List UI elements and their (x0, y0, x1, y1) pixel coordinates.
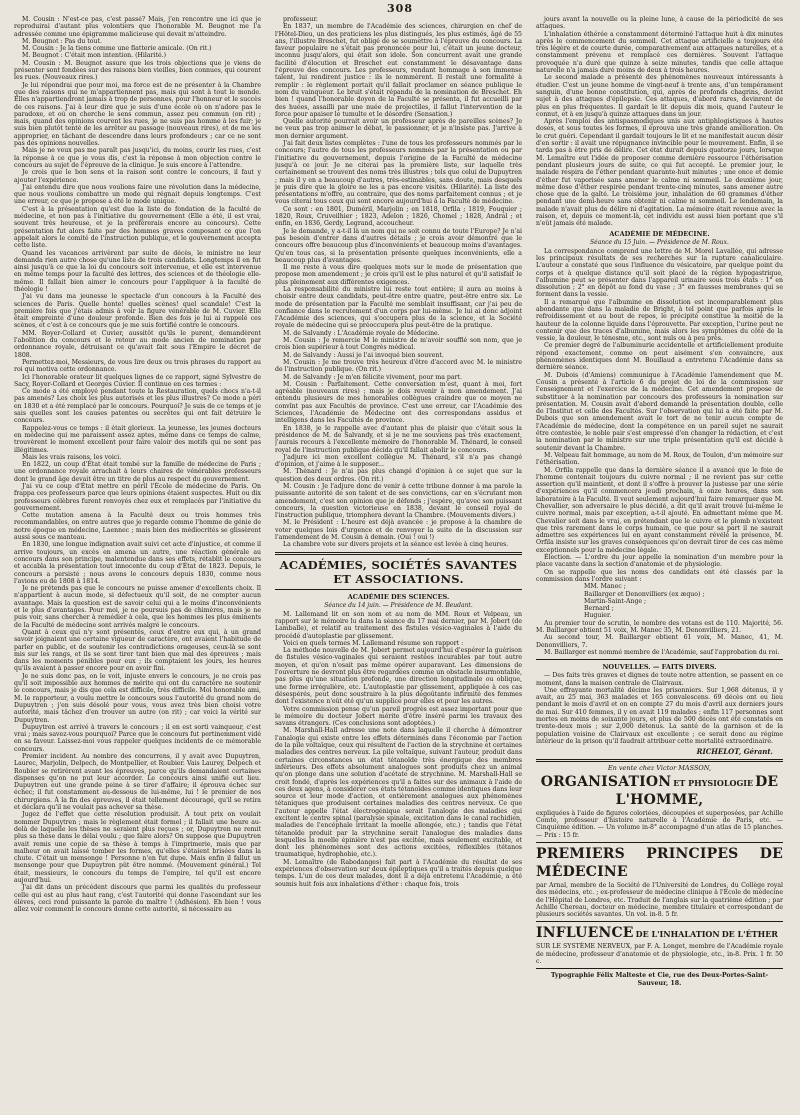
paragraph: jours avant la nouvelle ou la pleine lune, à cause de la périodicité de ses attaques. (536, 16, 783, 31)
paragraph: M. de Salvandy : Aussi je l'ai invoqué bien souvent. (283, 351, 444, 359)
candidate-item: Martin-Saint-Ange ; (584, 597, 647, 605)
paragraph: M. Marshall-Hall adresse une note dans laquelle il cherche à démontrer l'analogie qui existe entre les effets déterminés dans l'économie par l'action de la pile voltaïque, ceux qui résultent de l'action de la strychnine et certaines maladies des centres nerveux. La pile voltaïque, suivant l'auteur, produit dans certaines circonstances un état tétanoïde très énergique des membres inférieurs. Des effets absolument analogues sont produits chez un animal qu'on plonge dans une solution d'acétate de strychnine. M. Marshall-Hall se croit fondé, d'après les expériences qu'il a faites sur des animaux à l'aide de ces deux agens, à considérer ces états tétanoïdes comme identiques dans leur source et leur mode d'action, et entièrement analogues aux phénomènes tétaniques que produisent certaines maladies des centres nerveux. Ce que l'auteur appelle l'état électrogénique serait l'analogie des maladies qui excitent le centre spinal (paralysie spinale, excitation dans le canal rachidien, maladies de l'encéphale irritant la moelle allongée, etc.) ; tandis que l'état tétanoïde produit par la strychnine serait l'analogue des maladies dans lesquelles la moelle épinière n'est pas excitée, mais seulement excitable, et dont les phénomènes sont des actions excitées, réflexibles (tétanos traumatique, hydrophobie, etc.). (275, 727, 522, 859)
paragraph: M. Cousin : Je la tiens comme une flatterie amicale. (On rit.) (22, 45, 212, 53)
paragraph: Quant à ceux qui n'y sont présentés, ceux d'entre eux qui, à un grand savoir joignaient une certaine vigueur de caractère, ont avaient l'habitude de parler en public, et de soutenir les contradictions orageuses, ceux-là se sont mis sur les rangs, et ils se sont tirer tant bien que mal des épreuves ; mais dans les moments pénibles pour eux ; ils comptaient les jours, les heures qu'ils avaient à passer encore pour en avoir fini. (14, 628, 261, 673)
paragraph: M. Cousin : Je remercie M le ministre de m'avoir soufflé son nom, que je crois bien supérieur à tout Congrès médical. (275, 337, 522, 352)
ad3-title-c: DE L'ÉTHER (721, 929, 778, 940)
ad-organisation (536, 774, 783, 839)
paragraph: M. Cousin : Parfaitement. Cette conversation m'est, quant à moi, fort agréable (nouveaux rires) ; mais je dois revenir à mon amendement. J'ai entendu plusieurs de mes honorables collègues craindre que ce moyen ne convînt pas aux Facultés de province. C'est une erreur, car l'Académie des Sciences, l'Académie de Médecine ont des correspondans assidus et intelligens dans les Facultés de province. (275, 380, 522, 425)
paragraph: Je ne prétends pas que le concours ne puisse amener d'excellents choix. Il n'appartient à aucun mode, si défectueux qu'il soit, de ne compter aucun avantage. Mais la question est de savoir celui qui a le moins d'inconvénients et le plus d'avantages. Pour moi, je ne poursuis pas de chimères, mais je ne puis voir, sans chercher à remédier à cela, que les hommes les plus éminents de la Faculté de médecine sont arrivés malgré le concours. (14, 585, 261, 629)
paragraph: M. Cousin : Je l'adjure donc de venir à cette tribune donner à ma parole la puissante autorité de son talent et de ses convictions, car en s'écrutant mon amendement, c'est son opinion que je défends ; j'espère, qu'avec son puissant concours, la question victorieuse en 1838, devant le conseil royal de l'instruction publique, triomphera devant la Chambre. (Mouvements divers.) (275, 483, 522, 520)
paragraph: La méthode nouvelle de M. Jobert permet aujourd'hui d'espérer la guérison de fistules vésico-vaginales qui seraient restées incurables par tout autre moyen, et qu'on n'osait pas même opérer auparavant. Les dimensions de l'ouverture ne devront plus être regardées comme un obstacle insurmontable, pas plus qu'une situation profonde, une direction longitudinale ou oblique, une forme irrégulière, etc. L'autoplastie par glissement, appliquée à ces cas désespérés, peut donc soustraire à la plus dégoûtante infirmité des femmes dont l'existence n'eût été qu'un supplice pour elles et pour les autres. (275, 647, 522, 706)
paragraph: La responsabilité du ministre lui reste tout entière; il aura au moins à choisir entre deux candidats, peut-être entre quatre, peut-être entre six. Le mode de présentation par la Faculté me semblait insuffisant, car j'ai peu de confiance dans le recrutement d'un corps par lui-même. Je lui ai donc adjoint l'Académie des sciences, qui s'occupera plus de la science, et la Société royale de médecine qui se préoccupera plus peut-être de la pratique. (275, 285, 522, 330)
column-2 (275, 16, 522, 1107)
paragraph: Je ne suis donc pas, on le voit, injuste envers le concours, je ne crois pas qu'il soit impossible aux hommes de mérite qui ont du caractère ne soutenir le concours, mais je dis que cela est difficile, très difficile. Mol honorable ami, M. le rapporteur, a voulu mettre le concours sous l'autorité du grand nom de Dupuytren ; j'en suis désolé pour vous, vous avez très bien choisi votre autorité, mais tâchez d'en trouver un autre (on rit) ; car voici la vérité sur Dupuytren. (14, 672, 261, 724)
candidate-item: Huguier. (584, 612, 612, 620)
paragraph: En 1837, un membre de l'Académie des sciences, chirurgien en chef de l'Hôtel-Dieu, un des praticiens les plus distingués, les plus estimés, âgé de 55 ans, l'illustre Breschet, fut obligé de se soumettre à l'épreuve du concours. La faveur populaire ne s'était pas prononcée pour lui, c'était un jeune docteur, inconnu jusqu'alors, qui était son idole. Son concurrent avait une grande facilité d'élocution et Breschet eut constamment le désavantage dans l'épreuve des concours. Les professeurs, rendant hommage à son immense talent, lui rendirent justice : ils le nommèrent. Il restait une formalité à remplir : le règlement portait qu'il fallait proclamer en séance publique le nom du vainqueur. Le bruit s'était répandu de la nomination de Breschet. Eh bien ! quand l'honorable doyen de la Faculté se présenta, il fut accueilli par des huées, assailli par une nuée de projectiles, il fallut l'intervention de la force pour apaiser le tumulte et le désordre (Sensation.) (275, 23, 522, 118)
paragraph: Je lui répondrai que pour moi, ma force est de ne présenter à la Chambre que des raisons qui ne m'appartiennent pas, mais qui sont à tout le monde. Elles n'appartiendront jamais à trop de personnes, pour l'honneur et le succès de ces raisons. J'ai à leur dire que je suis d'une école où on n'adore pas le paradoxe, et où on cherche le sens commun, assez peu commun (on rit) ; mais, quand des opinions courent les rues, je ne suis pas homme à les fuir; je suis bien plutôt tenté de les arrêter au passage (nouveaux rires), et de me les approprier, en tâchant de descendre dans leurs profondeurs ; car ce ne sont pas des opinions nouvelles. (14, 81, 261, 148)
paragraph: Il me reste à vous dire quelques mots sur le mode de présentation que propose mon amendement ; je crois qu'il est le plus naturel et qu'il satisfait le plus pleinement aux différentes exigences. (275, 264, 522, 286)
paragraph: Je le demande, y a-t-il là un nom qui ne soit connu de toute l'Europe? Je n'ai pas besoin d'entrer dans d'autres détails ; je crois avoir démontré que le concours offre beaucoup plus d'inconvénients et beaucoup moins d'avantages. Qu'en tous cas, si la présentation présente quelques inconvénients, elle a beaucoup plus d'avantages. (275, 227, 522, 264)
paragraph: M. Velpeau fait hommage, au nom de M. Roux, de Toulon, d'un mémoire sur l'éthérisation. (536, 451, 783, 467)
paragraph: Quand les vacances arrivèrent par suite de décès, le ministre ne leur demanda rien autre chose qu'une liste de trois candidats. Longtemps il en fut ainsi jusqu'à ce que la loi du concours soit intervenue, et elle est intervenue en même temps pour la faculté des lettres, des sciences et de théologie elle-même. Il fallait bien aimer le concours pour l'appliquer à la faculté de théologie ! (14, 249, 261, 293)
ad1-text: expliquées à l'aide de figures coloriées, découpées et superposées, par Achille Comte, professeur d'histoire naturelle à l'Académie de Paris, etc. — Cinquième édition. — Un volume in-8° accompagné d'un atlas de 15 planches. — Prix : 15 fr. (536, 809, 783, 839)
ad3-title-a: INFLUENCE (536, 925, 634, 942)
ad-influence-inhalation (536, 925, 783, 965)
ad2-text: par Arnal, membre de la Société de l'Université de Londres, du Collège royal des médecins, etc. ; ex-professeur de médecine clinique à l'École de médecine de l'Hôpital de Londres, etc. Traduit de l'anglais sur la quatrième édition ; par Achille Chereau, docteur en médecine, membre titulaire et correspondant de plusieurs sociétés savantes. Un vol. in-8. 5 fr. (536, 881, 783, 919)
ad-divider (536, 968, 783, 969)
column-3 (536, 16, 783, 1107)
paragraph: J'ai vu ce coup d'État mettre en péril l'École de médecine de Paris. On frappa ces professeurs parce que leurs opinions étaient suspectes. Huit ou dix professeurs célèbres furent renvoyés chez eux et remplacés par l'initiative du gouvernement. (14, 483, 261, 512)
paragraph: J'ai fait deux listes complètes : l'une de tous les professeurs nommés par le concours; l'autre de tous les professeurs nommés par la présentation ou par l'initiative du gouvernement, depuis l'origine de la Faculté de médecine jusqu'à ce jour. Je ne citerai pas la première liste, sur laquelle très certainement se trouvent des noms très illustres ; tels que celui de Dupuytren ; mais il y en a beaucoup d'autres, très-estimables, sans doute, mais desquels je puis dire que la gloire ne les a pas encore visités. (Hilarité). La liste des présentations m'offre, au contraire, que des noms parfaitement connus ; et je vous citerai tous ceux qui sont encore aujourd'hui à la Faculté de médecine. (275, 140, 522, 206)
paragraph: M. Thénard : Je n'ai pas plus changé d'opinion à ce sujet que sur la question des deux ordres. (On rit.) (275, 468, 522, 483)
paragraph: Votre commission pense qu'un pareil progrès est assez important pour que le mémoire du docteur Jobert mérite d'être inséré parmi les travaux des savans étrangers. (Ces conclusions sont adoptées.) (275, 705, 522, 728)
paragraph: Mais je ne veux pas me paraît pas jusqu'ici, du moins, courir les rues, c'est la réponse à ce que je vous dis, c'est la réponse à mon objection contre le concours au sujet de l'épreuve de la clinique. Je suis encore à l'attendre. (14, 147, 261, 169)
section-divider (536, 659, 783, 660)
paragraph: — Des faits très graves et dignes de toute notre attention, se passent en ce moment, dans la maison centrale de Clairvaux. (536, 672, 783, 687)
ad-divider (536, 842, 783, 843)
ad-premiers-principes (536, 846, 783, 918)
paragraph: J'adjure ici mon excellent collègue M. Thénard, s'il n'a pas changé d'opinion, et j'aime à le supposer... (275, 453, 522, 469)
paragraph: M. Lemaître (de Rabodanges) fait part à l'Académie du résultat de ses expériences d'observation sur deux épileptiques qu'il a traités depuis quelque temps. L'un de ces deux malades, dont il a déjà entretenu l'Académie, a été soumis huit fois aux inhalations d'éther : chaque fois, trois (275, 858, 522, 888)
paragraph: Je crois que le bon sens et la raison sont contre le concours, il faut y ajouter l'expérience. (14, 169, 261, 184)
academy-medicine-title: ACADÉMIE DE MÉDECINE. (609, 229, 710, 238)
paragraph: Au second tour, M. Baillarger obtient 61 voix, M. Manec, 41, M. Denonvilliers, 7. (536, 634, 783, 649)
paragraph: MM. Royer-Collard et Cuvier, aussitôt qu'ils le purent, demandèrent l'abolition du concours et le retour au mode ancien de nomination par ordonnance royale, détruisant ce qu'avait fait sous l'Empire le décret de 1808. (14, 329, 261, 359)
paragraph: M. Orfila rappelle que dans la dernière séance il a avancé que le foie de l'homme contenait toujours du cuivre normal ; il ne revient pas sur cette assertion qu'il maintient, et dont il s'offre à prouver la justesse par une série d'expériences qu'il commencera jeudi prochain, à onze heures, dans son laboratoire à la Faculté. Il veut seulement aujourd'hui faire remarquer que M. Chevallier, son adversaire le plus décidé, a dit qu'il avait trouvé lui-même le cuivre normal, mais par exception, a-t-il ajouté. En admettant même que M. Chevalier soit dans le vrai, en prétendant que le cuivre et le plomb n'existent que très rarement dans le corps humain, ce que pour sa part il ne saurait admettre ses expériences lui en ayant constamment révélé la présence, M. Orfila insiste sur les graves conséquences qu'on devrait tirer de ces cas même exceptionnels pour la médecine légale. (536, 466, 783, 554)
candidate-item: Baillarger et Denonvilliers (ex æquo) ; (584, 590, 705, 598)
ad-on-sale: En vente chez Victor MASSON, (607, 763, 712, 772)
paragraph: En 1830, une longue indignation avait suivi cet acte d'injustice, et comme il arrive toujours, un excès en amena un autre, une réaction générale au concours dans son principe, malentendue dans ses effets, rétablit le concours et accabla la présentation tout innocente du coup d'État de 1823. Depuis, le concours a persisté ; nous avons le concours depuis 1830, comme nous l'avions eu de 1808 à 1814. (14, 541, 261, 585)
ad1-title-a: ORGANISATION (540, 773, 672, 790)
page-number: 308 (387, 2, 413, 15)
paragraph: Jugez de l'effet que cette résolution produisit. À tout prix on voulait nommer Dupuytren ; mais le règlement était formel ; il fallait une heure au-delà de laquelle les thèses ne seraient plus reçues ; or, Dupuytren ne remit plus sa thèse dans le délai voulu ; que faire alors? On suppose que Dupuytren avait remis une copie de sa thèse à temps à l'imprimerie, mais que par malheur on avait laissé tomber les formes, qu'elles s'étaient brisées dans la chute. C'était un mensonge ! Personne n'en fut dupe. Mais enfin il fallut un mensonge pour que Dupuytren pût être nommé. (Mouvement général.) Tel était, messieurs, le concours du temps de l'empire, tel qu'il est encore aujourd'hui. (14, 811, 261, 885)
paragraph: En 1838, je le rappelle avec d'autant plus de plaisir que c'était sous la présidence de M. de Salvandy, et si je ne me souviens pas très exactement, j'aurais recours à l'excellente mémoire de l'honorable M. Thénard, le conseil royal de l'instruction publique décida qu'il fallait abolir le concours. (275, 424, 522, 454)
paragraph: M. Cousin : M. Beugnot assure que les trois objections que je viens de présenter sont fondées sur des raisons bien vieilles, bien connues, qui courent les rues. (Nouveaux rires.) (14, 59, 261, 82)
ad1-title-c: DE L'HOMME, (615, 773, 779, 808)
paragraph: Une effrayante mortalité décime les prisonniers. Sur 1,968 détenus, il y avait, au 25 mai, 363 malades et 165 convalescens. 69 décès ont eu lieu pendant le mois d'avril et on en compte 27 du mois d'avril aux derniers jours de mai. Sur 410 femmes, il y en avait 119 malades ; enfin 117 personnes sont mortes en moins de soixante jours, et plus de 500 décès ont été constatés en trente-deux mois ; sur 2,000 détenus. La santé de la garnison et de la population voisine de Clairvaux est excellente ; ce serait donc au régime intérieur de la prison qu'il faudrait attribuer cette mortalité extraordinaire. (536, 686, 783, 745)
printer-imprint: Typographie Félix Malteste et Cie, rue des Deux-Portes-Saint-Sauveur, 18. (550, 972, 769, 987)
section-title: ACADÉMIES, SOCIÉTÉS SAVANTES ET ASSOCIATIONS. (279, 557, 518, 586)
paragraph: Ce sont : en 1801, Duméril, Marjolin ; en 1818, Orfila ; 1819, Fouquier ; 1820, Roux, Cruveilhier ; 1823, Adelon ; 1826, Chomel ; 1828, Andral ; et enfin, en 1836, Gerdy, Legrand, accoucheur. (275, 205, 522, 228)
academy-sciences-session: Séance du 14 juin. — Présidence de M. Beudant. (324, 601, 473, 609)
paragraph: M. de Salvandy : L'Académie royale de Médecine. (283, 329, 440, 337)
ads-divider (536, 759, 783, 762)
paragraph: Après l'emploi des antispasmodiques unis aux antiphlogistiques à hautes doses, et sous toutes les formes, il éprouva une très grande amélioration. On le crut guéri. Cependant il gardait toujours le lit et ne manifestait aucun désir d'en sortir : il avait une répugnance invincible pour le mouvement. Enfin, il se tarda pas à être pris de délire. Cet état durait depuis quatorze jours, lorsque M. Lemaître eut l'idée de proposer comme dernière ressource l'éthérisation pendant plusieurs jours de suite, ce qui fut accepté. Le premier jour, le malade respira de l'éther pendant quarante-huit minutes ; une once et demie d'éther fut vaporisée sans amener le calme ni sommeil. Le deuxième jour, même dose d'éther respirée pendant trente-cinq minutes, sans amener autre chose que de la gaîté. Le troisième jour, inhalation de 60 grammes d'éther pendant une demi-heure sans obtenir ni calme ni sommeil. Le lendemain, la malade n'avait plus de délire ni d'agitation. La mémoire était revenue avec la raison, et, depuis ce moment-là, cet individu est aussi bien portant que s'il n'eût jamais été malade. (536, 118, 783, 228)
paragraph: J'ai vu dans ma jeunesse le spectacle d'un concours à la Faculté des sciences de Paris. Quelle honte! quelles scènes! quel scandale! C'est la première fois que j'étais admis à voir la figure vénérable de M. Cuvier. Elle était empreinte d'une douleur profonde. Bien des fois je lui ai rappelé ces scènes, et c'est à ce concours que je me suis fortifié contre le concours. (14, 293, 261, 330)
section-divider (275, 552, 522, 555)
paragraph: M. de Salvandy : Je m'en félicite vivement, pour ma part. (283, 373, 462, 381)
paragraph: Premier incident. Au nombre des concurrens, il y avait avec Dupuytren, Laurec, Marjolin, Delpech, de Montpellier, et Roubier. Vais Laurey, Delpech et Roubier se retirèrent avant les épreuves, parce qu'ils demandaient certaines dispenses qu'on ne put leur accorder. Le concours ainsi unifié eut lieu. Dupuytren eut une grande peine à se tirer d'affaire; il éprouva échec sur échec; il fut constamment au-dessous de lui-même, lui ! le premier de nos chirurgiens. À la fin des épreuves, il était tellement découragé, qu'il se retira et déclara qu'il ne voulait pas achever sa thèse. (14, 752, 261, 812)
paragraph: M. Beugnot : C'était mon intention. (Hilarité.) (22, 52, 167, 60)
paragraph: M. Cousin : N'est-ce pas, c'est passé? Mais, j'en rencontre une ici que je reproduirai d'autant plus volontiers que l'honorable M. Beugnot me l'a adressée comme une épigramme malicieuse qui devait m'atteindre. (14, 16, 261, 38)
ad2-title: PREMIERS PRINCIPES DE MÉDECINE (536, 845, 783, 880)
paragraph: Voici en quels termes M. Lallemand résume son rapport : (283, 639, 464, 647)
section-divider (275, 589, 522, 590)
paragraph: Élection. — L'ordre du jour appelle la nomination d'un membre pour la place vacante dans la section d'anatomie et de physiologie. (536, 554, 783, 569)
paragraph: Ici l'honorable orateur lit quelques lignes de ce rapport, signé Sylvestre de Sacy, Royer-Collard et Georges Cuvier. Il continue en ces termes : (14, 373, 261, 388)
paragraph: Cette mutation amena à la Faculté deux ou trois hommes très recommandables, on entre autres que je regarde comme l'homme de génie de notre époque en médecine, Laennec ; mais bien des médiocrités se glissèrent aussi sous ce manteau. (14, 512, 261, 542)
paragraph: L'inhalation éthérée a constamment déterminé l'attaque huit à dix minutes après le commencement du sommeil. Cet attaque artificielle a toujours été très légère et de courte durée, comparativement aux attaques naturelles, et a constamment prévenu et remplacé ces dernières. Souvent l'attaque provoquée n'a duré que quinze à seize minutes, tandis que celle attaque naturelle n'a jamais duré moins de deux à trois heures. (536, 30, 783, 75)
paragraph: Il a remarqué que l'albumine en dissolution est incomparablement plus abondante que dans la maladie de Bright, à tel point que parfois après le refroidissement et au bout de repos, le précipité constitue la moitié de la hauteur de la colonne liquide dans l'éprouvette. Par exception, l'urine peut ne contenir que des traces d'albumine, mais alors les symptômes du côté de la vessie, la douleur, le ténesme, etc., sont nuls ou à peu près. (536, 298, 783, 343)
paragraph: J'ai dit dans un précédent discours que parmi les qualités du professeur celle qui est au plus haut rang, c'est l'autorité qui donne l'ascendant sur les élèves, ceci rond puissante la parole du maître ! (Adhésion). Eh bien ! vous allez voir comment le concours donne cette autorité, si nécessaire au (14, 884, 261, 914)
paragraph: M. Baillarger est nommé membre de l'Académie, sauf l'approbation du roi. (544, 648, 780, 656)
paragraph: En 1822, un coup d'État était tombé sur la famille de médecine de Paris ; une ordonnance royale arrachait à leurs chaires de vénérables professeurs dont le grand âge devait être un titre de plus au respect du gouvernement. (14, 461, 261, 483)
paragraph: M. Cousin : Je me trouve très heureux d'être d'accord avec M. le ministre de l'instruction publique. (On rit.) (275, 358, 522, 374)
news-title: NOUVELLES. — FAITS DIVERS. (602, 663, 717, 672)
paragraph: Au premier tour de scrutin, le nombre des votans est de 110. Majorité, 56. M. Baillarger obtient 51 voix, M. Manec 35, M. Denonvilliers, 21. (536, 619, 783, 635)
ad3-text: SUR LE SYSTÈME NERVEUX, par F. A. Longet, membre de l'Académie royale de médecine, professeur d'anatomie et de physiologie, etc., in-8. Prix. 1 fr. 50 c. (536, 943, 783, 966)
paragraph: Ce mode a été employé pendant toute la Restauration, quels chocs n'a-t-il pas amenés? Les choix les plus autorisés et les plus illustres? Ce mode a péri en 1830 et a été remplacé par le concours. Pourquoi? Je suis de ce temps et je sais quelles sont les causes patentes ou secrètes qui ont fait détruire le concours. (14, 388, 261, 425)
candidate-item: MM. Manec ; (584, 583, 626, 591)
ad1-title-b: ET PHYSIOLOGIE (673, 777, 754, 788)
paragraph: Quelle autorité pourrait avoir un professeur après de pareilles scènes? Je ne veux pas trop animer le débat, le passionner, et je n'insiste pas. J'arrive à mon dernier argument. (275, 118, 522, 140)
paragraph: M. le Président : L'heure est déjà avancée : je propose à la chambre de voter quelques lois d'urgence et de renvoyer la suite de la discussion sur l'amendement de M. Cousin à demain. (Oui ! oui !) (275, 519, 522, 542)
signature: RICHELOT, Gérant. (696, 747, 773, 757)
paragraph: M. Lallemand lit en son nom et au nom de MM. Roux et Velpeau, un rapport sur le mémoire lu dans la séance du 17 mai dernier, par M. Jobert (de Lamballe), et relatif au traitement des fistules vésico-vaginales à l'aide du procédé d'autoplastie par glissement. (275, 610, 522, 640)
paragraph: La correspondance comprend une lettre de M. Morel Lavallée, qui adresse les principaux résultats de ses recherches sur la rupture canaliculaire. L'auteur a constaté que sous l'influence du vésicatoire, par quelque point du corps et à quelque distance qu'il soit placé de la région hypogastrique, l'albumine peut se présenter dans l'appareil urinaire sous trois états : 1° en dissolution ; 2° en dépôt au fond du vase ; 3° en fausses membranes qui se forment dans la vessie. (536, 247, 783, 299)
paragraph: Le second malade a présenté des phénomènes nouveaux intéressants à étudier. C'est un jeune homme de vingt-neuf à trente ans, d'un tempérament sanguin, d'une bonne constitution, qui, après de profonds chagrins, devint sujet à des attaques d'épilepsie. Ces attaques, d'abord rares, devinrent de plus en plus fréquentes. Il gardait le lit depuis dix mois, quand l'auteur le connut, et à en jusqu'à quinze attaques dans un jour. (536, 74, 783, 118)
paragraph: professeur. (283, 16, 318, 23)
paragraph: Dupuytren est arrivé à travers le concours ; il en est sorti vainqueur, c'est vrai ; mais savez-vous pourquoi? Parce que le concours fut pertinemment vidé en sa faveur. Laissez-moi vous rappeler quelques incidents de ce mémorable concours. (14, 723, 261, 753)
paragraph: J'ai entendu dire que nous voulions faire une révolution dans la médecine, que nous voulions combattre un mode qui régnait depuis longtemps. C'est une erreur, ce que je propose a été le mode unique. (14, 183, 261, 206)
paragraph: M. Dubois (d'Amiens) communique à l'Académie l'amendement que M. Cousin a présenté à l'article 6 du projet de loi de la commission sur l'enseignement et l'exercice de la médecine. Cet amendement propose de substituer à la nomination par concours des professeurs la nomination sur présentation. M. Cousin avait d'abord demandé la présentation double, celle de l'Institut et celle des Facultés. Sur l'observation qui lui a été faite par M. Dubois que son amendement avait le tort de ne tenir aucun compte de l'Académie de médecine, dont la compétence en un pareil sujet ne saurait être contestée, le noble pair s'est empressé d'en changer la rédaction, et c'est la nomination par le ministre sur une triple présentation qu'il est décidé à soutenir devant la Chambre. (536, 371, 783, 452)
ad3-title-b: DE L'INHALATION (635, 929, 720, 940)
ad-divider (536, 921, 783, 922)
paragraph: Rappelez-vous ce temps : il était glorieux. La jeunesse, les jeunes docteurs en médecine qui me paraissent assez aptes, même dans ce temps de calme, trouvèrent le moment excellent pour faire valoir des motifs qui ne sont pas illégitimes. (14, 424, 261, 454)
candidate-item: Bernard ; (584, 605, 614, 613)
column-1 (14, 16, 261, 1107)
paragraph: La chambre vote sur divers projets et la séance est levée à cinq heures. (283, 541, 509, 549)
paragraph: Permettez-moi, Messieurs, de vous lire deux ou trois phrases du rapport au roi qui motiva cette ordonnance. (14, 358, 261, 374)
paragraph: On se rappelle que les noms des candidats ont été classés par la commission dans l'ordre suivant : (536, 568, 783, 583)
academy-sciences-title: ACADÉMIE DES SCIENCES. (347, 592, 450, 601)
paragraph: C'est à la présentation qu'est due la liste de fondation de la faculté de médecine, et non pas à l'initiative du gouvernement (Elle a été, il est vrai, souvent très heureuse, et je la préférerais encore au concours). Cette présentation fut alors faite par des hommes graves composant ce que l'on appelait alors le comité de l'instruction publique, et le gouvernement accepta cette liste. (14, 205, 261, 250)
paragraph: Mais les vrais raisons, les voici. (22, 453, 122, 461)
paragraph: M. Beugnot : Pas du tout. (22, 37, 102, 45)
academy-medicine-session: Séance du 15 Juin. — Présidence de M. Roux. (590, 238, 729, 246)
paragraph: Ce premier degré de l'albuminurie accidentelle et artificiellement produite répond exactement, comme on peut aisément s'en convaincre, aux phénomènes identiques dont M. Bouillaud a entretenu l'Académie dans sa dernière séance. (536, 342, 783, 372)
